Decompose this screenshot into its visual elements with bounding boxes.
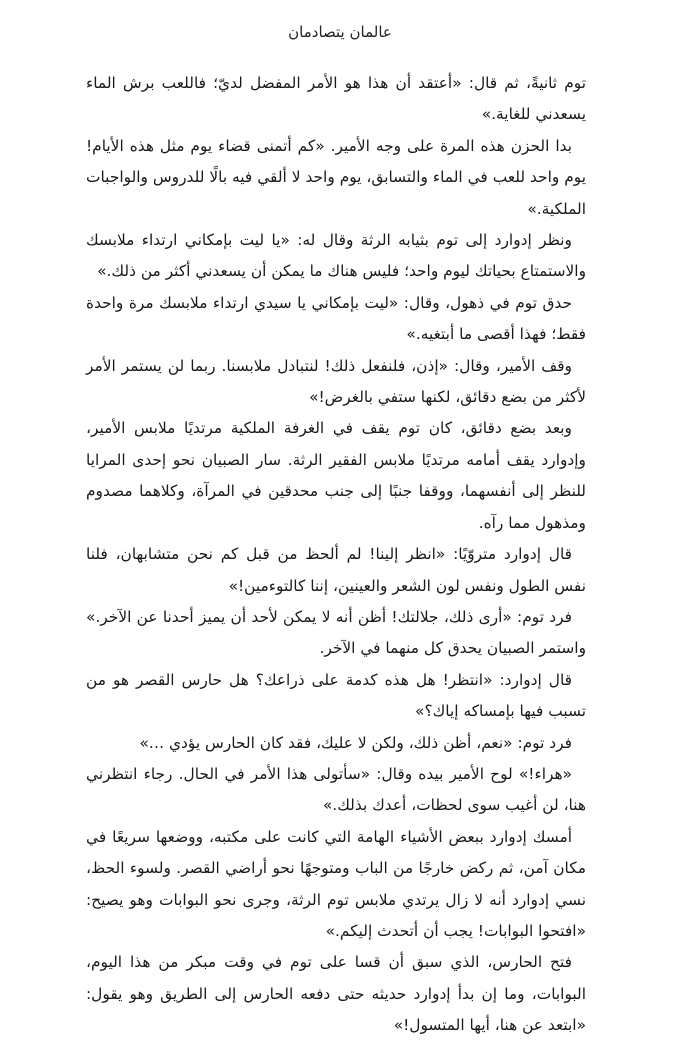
paragraph: قال إدوارد متروّيًا: «انظر إلينا! لم ألحظ من قبل كم نحن متشابهان، فلنا نفس الطول ونفس لون الشعر والعينين، إننا كالتوءمين!» <box>86 545 586 595</box>
paragraph: فرد توم: «أرى ذلك، جلالتك! أظن أنه لا يمكن لأحد أن يميز أحدنا عن الآخر.» واستمر الصبيان يحدق كل منهما في الآخر. <box>86 607 586 658</box>
paragraph: «هراء!» لوح الأمير بيده وقال: «سأتولى هذا الأمر في الحال. رجاء انتظرني هنا، لن أغيب سوى لحظات، أعدك بذلك.» <box>86 764 586 815</box>
paragraph: ونظر إدوارد إلى توم بثيابه الرثة وقال له: «يا ليت بإمكاني ارتداء ملابسك والاستمتاع بحياتك ليوم واحد؛ فليس هناك ما يمكن أن يسعدني أكثر من ذلك.» <box>86 231 586 281</box>
page-body <box>86 68 586 1042</box>
paragraph: حدق توم في ذهول، وقال: «ليت بإمكاني يا سيدي ارتداء ملابسك مرة واحدة فقط؛ فهذا أقصى ما أبتغيه.» <box>86 293 586 344</box>
paragraph: بدا الحزن هذه المرة على وجه الأمير. «كم أتمنى قضاء يوم مثل هذه الأيام! يوم واحد للعب في الماء والتسابق، يوم واحد لا ألقي فيه بالًا للدروس والواجبات الملكية.» <box>86 136 586 218</box>
paragraph: توم ثانيةً، ثم قال: «أعتقد أن هذا هو الأمر المفضل لديّ؛ فاللعب برش الماء يسعدني للغاية.» <box>86 74 586 124</box>
paragraph: وبعد بضع دقائق، كان توم يقف في الغرفة الملكية مرتديًا ملابس الأمير، وإدوارد يقف أمامه مرتديًا ملابس الفقير الرثة. سار الصبيان نحو إحدى المرايا للنظر إلى أنفسهما، ووقفا جنبًا إلى جنب محدقين في المرآة، وكلاهما مصدوم ومذهول مما رآه. <box>86 419 586 532</box>
paragraph: فتح الحارس، الذي سبق أن قسا على توم في وقت مبكر من هذا اليوم، البوابات، وما إن بدأ إدوارد حديثه حتى دفعه الحارس إلى الطريق وهو يقول: «ابتعد عن هنا، أيها المتسول!» <box>86 953 586 1035</box>
running-header: عالمان يتصادمان <box>288 23 392 41</box>
paragraph: قال إدوارد: «انتظر! هل هذه كدمة على ذراعك؟ هل حارس القصر هو من تسبب فيها بإمساكه إياك؟» <box>86 670 586 721</box>
paragraph: فرد توم: «نعم، أظن ذلك، ولكن لا عليك، فقد كان الحارس يؤدي …» <box>139 733 572 752</box>
paragraph: وقف الأمير، وقال: «إذن، فلنفعل ذلك! لنتبادل ملابسنا. ربما لن يستمر الأمر لأكثر من بضع دقائق، لكنها ستفي بالغرض!» <box>86 356 586 407</box>
paragraph: أمسك إدوارد ببعض الأشياء الهامة التي كانت على مكتبه، ووضعها سريعًا في مكان آمن، ثم ركض خارجًا من الباب ومتوجهًا نحو أراضي القصر. ولسوء الحظ، نسي إدوارد أنه لا زال يرتدي ملابس توم الرثة، وجرى نحو البوابات وهو يصيح: «افتحوا البوابات! يجب أن أتحدث إليكم.» <box>86 827 586 940</box>
